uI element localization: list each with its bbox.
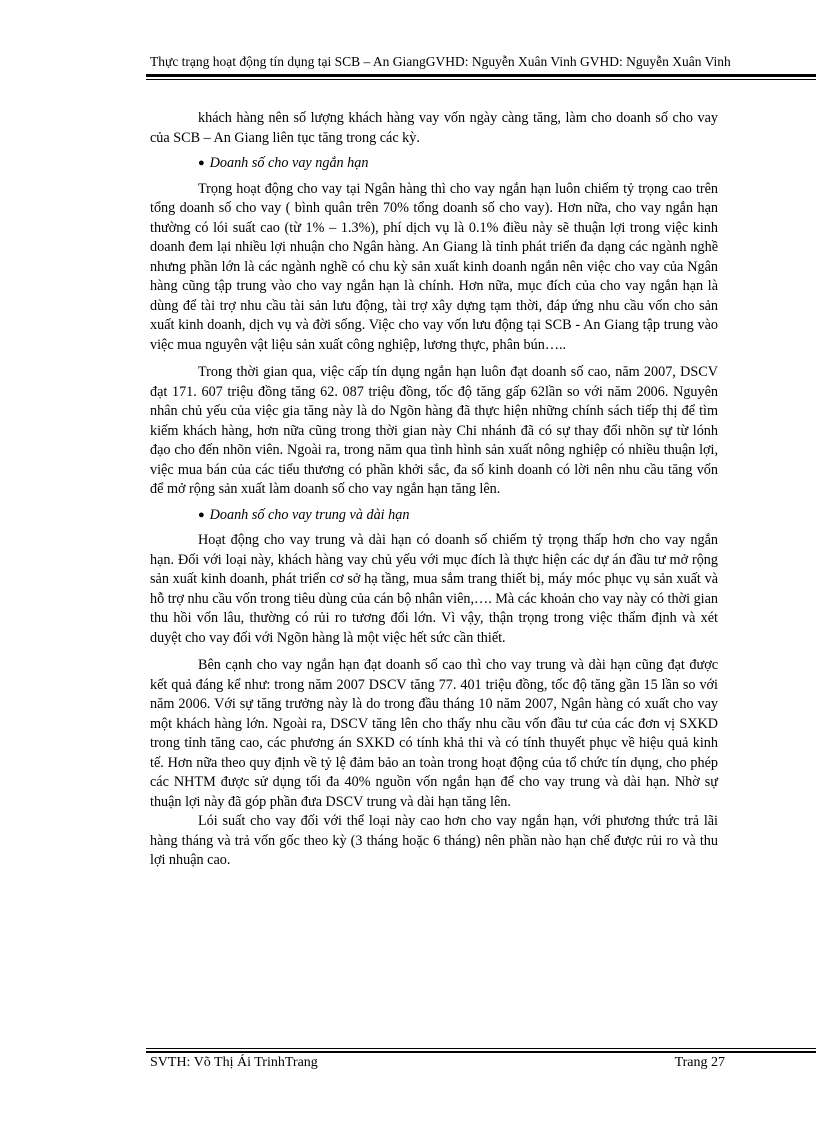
- page-header: Thực trạng hoạt động tín dụng tại SCB – An GiangGVHD: Nguyễn Xuân Vinh GVHD: Nguyễn Xuân Vinh: [150, 54, 731, 69]
- paragraph-short-term-1: Trọng hoạt động cho vay tại Ngân hàng thì cho vay ngắn hạn luôn chiếm tỷ trọng cao trên tổng doanh số cho vay ( bình quân trên 70% tổng doanh số cho vay). Hơn nữa, cho vay ngắn hạn thường có lói suất cao (từ 1% – 1.3%), phí dịch vụ là 0.1% điều này sẽ thuận lợi trong việc kinh doanh đem lại nhiều lợi nhuận cho Ngân hàng. An Giang là tỉnh phát triển đa dạng các ngành nghề nhưng phần lớn là các ngành nghề có chu kỳ sản xuất kinh doanh ngắn nên việc cho vay của Ngân hàng cũng tập trung vào cho vay ngắn hạn là chính. Hơn nữa, mục đích của cho vay ngắn hạn là dùng để tài trợ nhu cầu tài sản lưu động, tài trợ xây dựng tạm thời, đáp ứng nhu cầu vốn cho sản xuất kinh doanh, dịch vụ và đời sống. Việc cho vay vốn lưu động tại SCB - An Giang tập trung vào việc mua nguyên vật liệu sản xuất công nghiệp, lương thực, phân bún…..: [150, 180, 718, 353]
- paragraph-long-term-1: Hoạt động cho vay trung và dài hạn có doanh số chiếm tỷ trọng thấp hơn cho vay ngắn hạn. Đối với loại này, khách hàng vay chủ yếu với mục đích là thực hiện các dự án đầu tư mở rộng sản xuất kinh doanh, phát triển cơ sở hạ tầng, mua sắm trang thiết bị, máy móc phục vụ sản xuất và hỗ trợ nhu cầu vốn trong tiêu dùng của cán bộ nhân viên,…. Mà các khoản cho vay này có thời gian thu hồi vốn lâu, thường có rủi ro tương đối lớn. Vì vậy, thận trọng trong việc thẩm định và xét duyệt cho vay đối với Ngõn hàng là một việc hết sức cần thiết.: [150, 532, 718, 646]
- paragraph-long-term-2: Bên cạnh cho vay ngắn hạn đạt doanh số cao thì cho vay trung và dài hạn cũng đạt được kết quả đáng kể như: trong năm 2007 DSCV tăng 77. 401 triệu đồng, tốc độ tăng gần 15 lần so với năm 2006. Với sự tăng trưởng này là do trong đầu tháng 10 năm 2007, Ngân hàng có xuất cho vay một khách hàng lớn. Ngoài ra, DSCV tăng lên cho thấy nhu cầu vốn đầu tư của các đơn vị SXKD trong tỉnh tăng cao, các phương án SXKD có tính khả thi và có tính thuyết phục về hiệu quả kinh tế. Hơn nữa theo quy định về tỷ lệ đảm bảo an toàn trong hoạt động của tổ chức tín dụng, cho phép các NHTM được sử dụng tối đa 40% nguồn vốn ngắn hạn để cho vay trung và dài hạn. Nhờ sự thuận lợi này đã góp phần đưa DSCV trung và dài hạn tăng lên.: [150, 657, 718, 810]
- page-number: Trang 27: [674, 1055, 725, 1070]
- page-body: [150, 109, 718, 871]
- paragraph-long-term-3: Lói suất cho vay đối với thể loại này cao hơn cho vay ngắn hạn, với phương thức trả lãi hàng tháng và trả vốn gốc theo kỳ (3 tháng hoặc 6 tháng) nên phần nào hạn chế được rủi ro và thu lợi nhuận cao.: [150, 813, 718, 868]
- footer-rule-thin: [146, 1048, 816, 1049]
- footer-author: SVTH: Võ Thị Ái TrinhTrang: [150, 1055, 318, 1070]
- paragraph-short-term-2: Trong thời gian qua, việc cấp tín dụng ngắn hạn luôn đạt doanh số cao, năm 2007, DSCV đạt 171. 607 triệu đồng tăng 62. 087 triệu đồng, tốc độ tăng gấp 62lần so với năm 2006. Nguyên nhân chủ yếu của việc gia tăng này là do Ngõn hàng đã thực hiện những chính sách tiếp thị để tìm kiếm khách hàng, hơn nữa cũng trong thời gian này Chi nhánh đã có sự thay đổi nhõn sự từ lónh đạo cho đến nhõn viên. Ngoài ra, trong năm qua tình hình sản xuất nông nghiệp có nhiều thuận lợi, việc mua bán của các tiểu thương có phần khởi sắc, đa số kinh doanh có lời nên nhu cầu tăng vốn để mở rộng sản xuất làm doanh số cho vay ngắn hạn tăng lên.: [150, 364, 718, 497]
- header-rule-thin: [146, 79, 816, 80]
- bullet-icon: ●: [198, 157, 205, 169]
- section-heading-text: Doanh số cho vay trung và dài hạn: [209, 506, 410, 523]
- paragraph-intro: khách hàng nên số lượng khách hàng vay vốn ngày càng tăng, làm cho doanh số cho vay của SCB – An Giang liên tục tăng trong các kỳ.: [150, 110, 718, 146]
- section-heading-long-term: [198, 506, 718, 526]
- header-rule-thick: [146, 74, 816, 77]
- section-heading-short-term: [198, 154, 718, 174]
- footer-rule-thick: [146, 1051, 816, 1053]
- bullet-icon: ●: [198, 508, 205, 521]
- section-heading-text: Doanh số cho vay ngắn hạn: [209, 155, 369, 171]
